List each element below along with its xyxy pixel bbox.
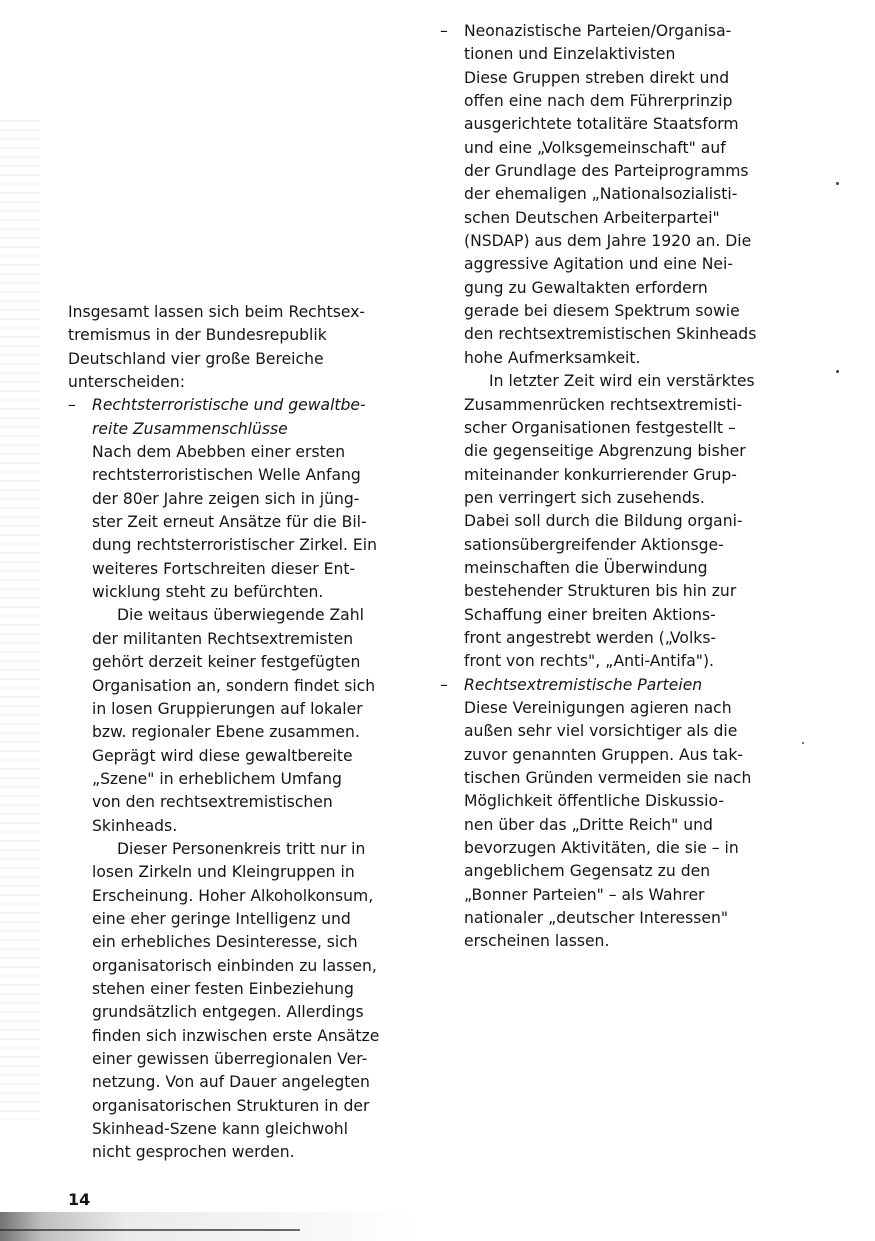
text-line: der 80er Jahre zeigen sich in jüng- bbox=[92, 489, 360, 508]
intro-paragraph bbox=[68, 301, 418, 394]
list-item-heading: tionen und Einzelaktivisten bbox=[464, 45, 676, 64]
scan-left-edge-artifact bbox=[0, 120, 40, 1120]
text-line: Insgesamt lassen sich beim Rechtsex- bbox=[68, 303, 366, 321]
text-line: bevorzugen Aktivitäten, die sie – in bbox=[464, 839, 739, 858]
text-line: Geprägt wird diese gewaltbereite bbox=[92, 746, 353, 765]
text-line: Schaffung einer breiten Aktions- bbox=[464, 605, 716, 624]
text-line: offen eine nach dem Führerprinzip bbox=[464, 92, 733, 111]
text-line: scher Organisationen festgestellt – bbox=[464, 418, 736, 437]
heading-text: Neonazistische Parteien/Organisa- bbox=[464, 22, 732, 40]
text-line: gerade bei diesem Spektrum sowie bbox=[464, 302, 740, 321]
text-line: aggressive Agitation und eine Nei- bbox=[464, 255, 733, 274]
text-line: grundsätzlich entgegen. Allerdings bbox=[92, 1003, 364, 1022]
list-dash: – bbox=[440, 675, 448, 694]
body-paragraph bbox=[68, 838, 418, 1165]
text-line: nen über das „Dritte Reich" und bbox=[464, 815, 713, 834]
text-line: der ehemaligen „Nationalsozialisti- bbox=[464, 185, 738, 204]
text-line: der militanten Rechtsextremisten bbox=[92, 629, 354, 648]
text-line: nationaler „deutscher Interessen" bbox=[464, 909, 729, 928]
text-line: in losen Gruppierungen auf lokaler bbox=[92, 699, 363, 718]
text-line: tischen Gründen vermeiden sie nach bbox=[464, 769, 752, 787]
page-number: 14 bbox=[68, 1190, 91, 1209]
text-line: von den rechtsextremistischen bbox=[92, 793, 333, 812]
text-line: pen verringert sich zusehends. bbox=[464, 488, 705, 507]
text-line: rechtsterroristischen Welle Anfang bbox=[92, 466, 361, 485]
scan-speck bbox=[836, 370, 839, 373]
heading-text: Rechtsextremistische Parteien bbox=[464, 675, 703, 694]
text-line: „Szene" in erheblichem Umfang bbox=[92, 769, 342, 788]
text-line: Möglichkeit öffentliche Diskussio- bbox=[464, 792, 724, 811]
text-line: ein erhebliches Desinteresse, sich bbox=[92, 933, 358, 952]
text-line: losen Zirkeln und Kleingruppen in bbox=[92, 863, 355, 882]
text-line: ster Zeit erneut Ansätze für die Bil- bbox=[92, 513, 367, 532]
text-line: Die weitaus überwiegende Zahl bbox=[117, 606, 364, 625]
text-line: netzung. Von auf Dauer angelegten bbox=[92, 1073, 370, 1092]
text-line: wicklung steht zu befürchten. bbox=[92, 583, 324, 602]
text-line: stehen einer festen Einbeziehung bbox=[92, 979, 354, 998]
text-line: Zusammenrücken rechtsextremisti- bbox=[464, 395, 743, 414]
text-line: organisatorischen Strukturen in der bbox=[92, 1096, 370, 1115]
text-line: Diese Vereinigungen agieren nach bbox=[464, 698, 732, 717]
text-line: der Grundlage des Parteiprogramms bbox=[464, 162, 749, 181]
text-line: außen sehr viel vorsichtiger als die bbox=[464, 722, 738, 741]
scan-speck bbox=[802, 742, 804, 744]
text-line: Dieser Personenkreis tritt nur in bbox=[117, 839, 366, 858]
list-dash: – bbox=[440, 22, 448, 40]
list-item-neonazistische bbox=[440, 20, 800, 674]
text-line: (NSDAP) aus dem Jahre 1920 an. Die bbox=[464, 232, 752, 251]
text-line: Skinhead-Szene kann gleichwohl bbox=[92, 1120, 348, 1139]
text-line: meinschaften die Überwindung bbox=[464, 558, 708, 577]
text-line: „Bonner Parteien" – als Wahrer bbox=[464, 885, 705, 904]
body-paragraph bbox=[440, 67, 800, 370]
text-line: finden sich inzwischen erste Ansätze bbox=[92, 1026, 380, 1045]
text-line: unterscheiden: bbox=[68, 373, 186, 392]
text-line: den rechtsextremistischen Skinheads bbox=[464, 325, 757, 344]
text-line: Organisation an, sondern findet sich bbox=[92, 676, 376, 695]
list-dash: – bbox=[68, 396, 76, 415]
text-line: Skinheads. bbox=[92, 816, 178, 835]
text-line: schen Deutschen Arbeiterpartei" bbox=[464, 208, 720, 227]
right-column bbox=[440, 20, 800, 954]
text-line: einer gewissen überregionalen Ver- bbox=[92, 1050, 368, 1068]
text-line: weiteres Fortschreiten dieser Ent- bbox=[92, 559, 356, 578]
text-line: gehört derzeit keiner festgefügten bbox=[92, 653, 361, 672]
heading-text: Rechtsterroristische und gewaltbe- bbox=[92, 396, 366, 415]
list-item-heading: reite Zusammenschlüsse bbox=[92, 419, 288, 438]
body-paragraph bbox=[68, 604, 418, 837]
body-paragraph bbox=[68, 441, 418, 604]
text-line: Nach dem Abebben einer ersten bbox=[92, 443, 346, 462]
text-line: hohe Aufmerksamkeit. bbox=[464, 348, 641, 367]
left-column bbox=[68, 301, 418, 1165]
text-line: angeblichem Gegensatz zu den bbox=[464, 862, 711, 881]
text-line: bzw. regionaler Ebene zusammen. bbox=[92, 723, 360, 742]
text-line: zuvor genannten Gruppen. Aus tak- bbox=[464, 745, 743, 764]
text-line: Erscheinung. Hoher Alkoholkonsum, bbox=[92, 886, 374, 905]
text-line: Diese Gruppen streben direkt und bbox=[464, 68, 730, 87]
text-line: eine eher geringe Intelligenz und bbox=[92, 909, 351, 928]
text-line: ausgerichtete totalitäre Staatsform bbox=[464, 115, 739, 134]
text-line: sationsübergreifender Aktionsge- bbox=[464, 535, 724, 554]
text-line: front angestrebt werden („Volks- bbox=[464, 628, 717, 647]
scan-speck bbox=[836, 182, 839, 185]
text-line: Deutschland vier große Bereiche bbox=[68, 349, 324, 368]
text-line: miteinander konkurrierender Grup- bbox=[464, 465, 737, 484]
list-item-heading bbox=[440, 20, 800, 43]
text-line: gung zu Gewaltakten erfordern bbox=[464, 278, 708, 297]
text-line: tremismus in der Bundesrepublik bbox=[68, 326, 327, 345]
text-line: organisatorisch einbinden zu lassen, bbox=[92, 956, 377, 975]
text-line: dung rechtsterroristischer Zirkel. Ein bbox=[92, 536, 377, 555]
text-line: erscheinen lassen. bbox=[464, 932, 610, 951]
scan-bottom-line bbox=[0, 1229, 300, 1231]
list-item-heading bbox=[440, 674, 800, 697]
text-line: Dabei soll durch die Bildung organi- bbox=[464, 512, 743, 531]
list-item-heading bbox=[68, 394, 418, 417]
scan-bottom-shadow bbox=[0, 1212, 420, 1241]
text-line: bestehender Strukturen bis hin zur bbox=[464, 582, 737, 601]
body-paragraph bbox=[440, 697, 800, 954]
text-line: die gegenseitige Abgrenzung bisher bbox=[464, 442, 746, 461]
text-line: front von rechts", „Anti-Antifa"). bbox=[464, 652, 715, 671]
text-line: In letzter Zeit wird ein verstärktes bbox=[489, 372, 755, 391]
text-line: und eine „Volksgemeinschaft" auf bbox=[464, 138, 726, 157]
body-paragraph bbox=[440, 370, 800, 673]
list-item-rechtsterroristische bbox=[68, 394, 418, 1164]
list-item-rechtsextremistische-parteien bbox=[440, 674, 800, 954]
text-line: nicht gesprochen werden. bbox=[92, 1143, 295, 1162]
